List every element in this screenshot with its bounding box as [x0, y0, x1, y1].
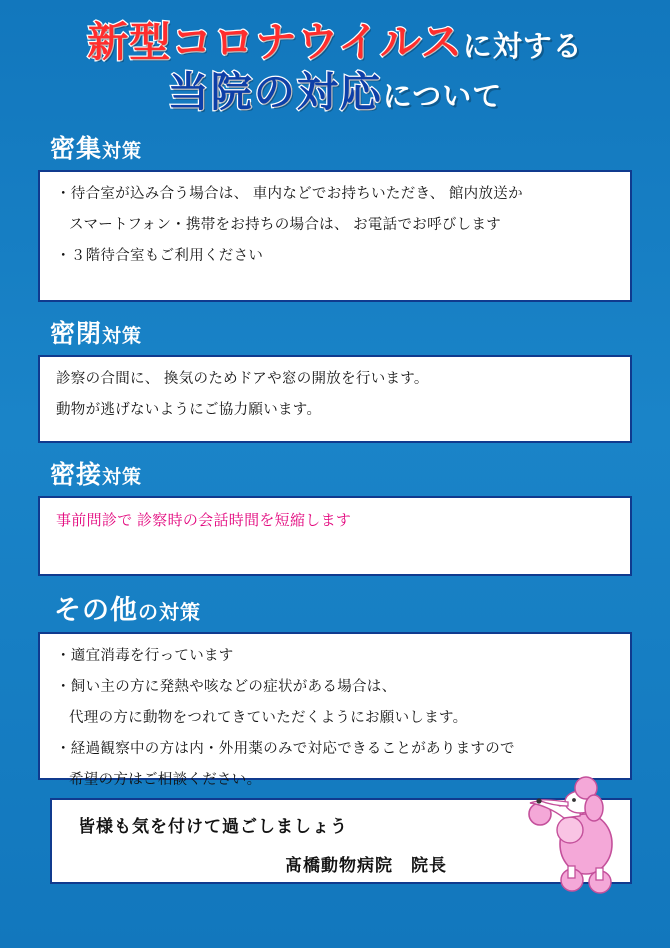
section-heading-sub: の対策: [138, 601, 201, 624]
body-line: 診察の合間に、 換気のためドアや窓の開放を行います。: [56, 370, 429, 387]
section-heading-mippei: [50, 314, 632, 350]
section-other: [38, 588, 632, 788]
section-heading-sub: 対策: [102, 466, 143, 488]
title-against-text: に対する: [462, 31, 583, 63]
body-line: 代理の方に動物をつれてきていただくようにお願いします。: [69, 709, 468, 726]
section-mippei: [38, 314, 632, 443]
section-body-missetsu: [38, 496, 632, 576]
title-clinic-response-text: 当院の対応: [167, 69, 383, 116]
title-virus-text: 新型コロナウイルス: [87, 19, 463, 65]
section-heading-main: 密集: [50, 134, 103, 163]
body-line: ・待合室が込み合う場合は、 車内などでお持ちいただき、 館内放送か: [56, 185, 523, 202]
title-line-2: [0, 68, 670, 116]
section-heading-sub: 対策: [102, 325, 143, 347]
section-heading-other: [54, 588, 632, 627]
title-about-text: について: [382, 81, 503, 114]
body-line: ・飼い主の方に発熱や咳などの症状がある場合は、: [56, 678, 397, 695]
section-heading-main: 密閉: [50, 319, 103, 348]
section-heading-sub: 対策: [102, 140, 143, 162]
section-heading-mitsushu: [50, 129, 632, 165]
footer: [50, 798, 632, 884]
section-heading-missetsu: [50, 455, 632, 491]
footer-message: 皆様も気を付けて過ごしましょう: [78, 816, 348, 836]
poodle-dog-icon: [524, 770, 644, 900]
body-line: 動物が逃げないようにご協力願います。: [56, 401, 322, 418]
body-line: ・適宜消毒を行っています: [56, 647, 234, 664]
body-line: 事前問診で 診察時の会話時間を短縮します: [56, 511, 352, 529]
footer-signature: 髙橋動物病院 院長: [285, 855, 447, 875]
section-mitsushu: [38, 129, 632, 302]
section-missetsu: [38, 455, 632, 576]
section-body-mitsushu: [38, 170, 632, 302]
poster-title: [0, 0, 670, 117]
section-heading-main: 密接: [50, 460, 103, 489]
section-heading-main: その他: [54, 594, 138, 625]
title-line-1: [0, 18, 670, 66]
body-line: スマートフォン・携帯をお持ちの場合は、 お電話でお呼びします: [69, 216, 502, 233]
body-line: ・経過観察中の方は内・外用薬のみで対応できることがありますので: [56, 740, 515, 757]
section-body-mippei: [38, 355, 632, 443]
body-line: 希望の方はご相談ください。: [69, 771, 262, 788]
section-body-other: [38, 632, 632, 788]
body-line: ・３階待合室もご利用ください: [56, 247, 264, 264]
